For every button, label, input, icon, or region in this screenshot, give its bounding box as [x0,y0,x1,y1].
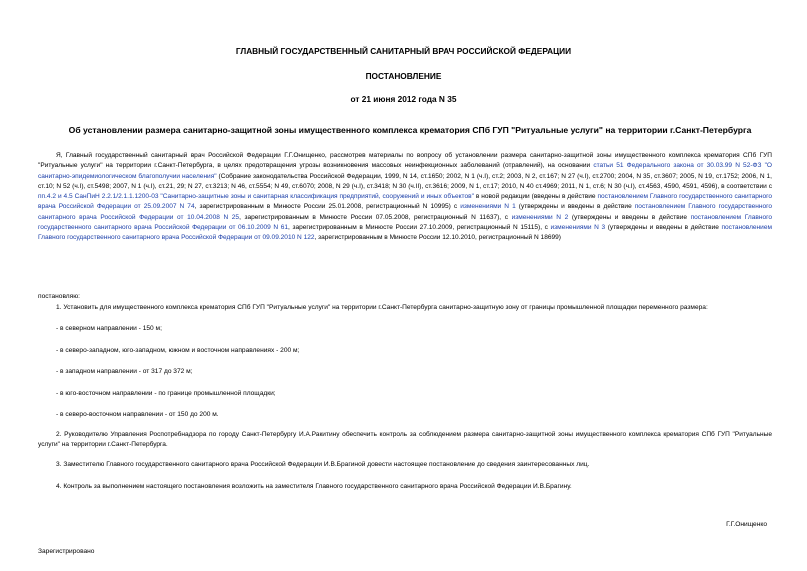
preamble-text-5: (утверждены и введены в действие [515,203,635,211]
authority-heading: ГЛАВНЫЙ ГОСУДАРСТВЕННЫЙ САНИТАРНЫЙ ВРАЧ РОССИЙСКОЙ ФЕДЕРАЦИИ [235,46,572,56]
link-amendment-1[interactable]: изменениями N 1 [460,203,516,211]
preamble-text-1: Я, Главный государственный санитарный врач Российской Федерации Г.Г.Онищенко, рассмотрев материалы по вопросу об установлении размера санитарно-защитной зоны имущественного комплекса крематория СПб ГУП "Ритуальные услуги" на территории г.Санкт-Петербурга, в целях предотвращения угрозы возникновения массовых неинфекционных заболеваний (отравлений), на основании [38,152,772,170]
link-sanpin-2-2-1[interactable]: пп.4.2 и 4.5 СанПиН 2.2.1/2.1.1.1200-03 "Санитарно-защитные зоны и санитарная классификация предприятий, сооружений и иных объектов" [38,193,474,201]
date-number-heading: от 21 июня 2012 года N 35 [350,94,457,104]
link-amendment-2[interactable]: изменениями N 2 [511,213,569,221]
zone-southeast: - в юго-восточном направлении - по границе промышленной площадки; [56,390,276,397]
preamble-text-7: (утверждены и введены в действие [568,213,691,221]
zone-west: - в западном направлении - от 317 до 372 м; [56,368,193,375]
item-1: 1. Установить для имущественного комплекса крематория СПб ГУП "Ритуальные услуги" на территории г.Санкт-Петербурга санитарно-защитную зону от границы промышленной площадки переменного размера: [56,304,708,311]
preamble-text-8: , зарегистрированным в Минюсте России 27.10.2009, регистрационный N 15115), с [288,224,551,232]
document-type-heading: ПОСТАНОВЛЕНИЕ [365,71,442,81]
zone-northeast: - в северо-восточном направлении - от 150 до 200 м. [56,411,219,418]
registered-label: Зарегистрировано [38,548,95,555]
zone-north: - в северном направлении - 150 м; [56,325,162,332]
item-4: 4. Контроль за выполнением настоящего постановления возложить на заместителя Главного государственного санитарного врача Российской Федерации И.В.Брагину. [56,483,572,490]
signature: Г.Г.Онищенко [726,521,767,528]
preamble-text-4: , зарегистрированным в Минюсте России 25.01.2008, регистрационный N 10995) с [194,203,461,211]
zone-nw-sw-s-e: - в северо-западном, юго-западном, южном и восточном направлениях - 200 м; [56,347,300,354]
decree-word: постановляю: [38,293,81,300]
item-3: 3. Заместителю Главного государственного санитарного врача Российской Федерации И.В.Брагиной довести настоящее постановление до сведения заинтересованных лиц. [56,461,590,468]
preamble-text-3: в новой редакции (введены в действие [473,193,598,201]
link-amendment-3[interactable]: изменениями N 3 [550,224,606,232]
link-law-52fz-article-51[interactable]: статьи 51 Федерального закона от 30.03.99 N 52-ФЗ "О санитарно-эпидемиологическом благополучии населения" [38,162,773,180]
link-resolution-122[interactable]: постановлением Главного государственного санитарного врача Российской Федерации от 09.09.2010 N 122 [38,224,772,242]
link-resolution-74[interactable]: постановлением Главного государственного санитарного врача Российской Федерации от 25.09.2007 N 74 [38,193,772,211]
preamble-paragraph [38,151,772,244]
link-resolution-61[interactable]: постановлением Главного государственного санитарного врача Российской Федерации от 06.10.2009 N 61 [38,213,772,232]
link-resolution-25[interactable]: постановлением Главного государственного санитарного врача Российской Федерации от 10.04.2008 N 25 [38,203,772,221]
item-2: 2. Руководителю Управления Роспотребнадзора по городу Санкт-Петербургу И.А.Ракитину обеспечить контроль за соблюдением размера санитарно-защитной зоны имущественного комплекса крематория СПб ГУП "Ритуальные услуги" на территории г.Санкт-Петербурга. [38,431,772,448]
preamble-text-10: , зарегистрированным в Минюсте России 12.10.2010, регистрационный N 18699) [314,234,561,242]
preamble-text-9: (утверждены и введены в действие [605,224,722,232]
preamble-text-2: (Собрание законодательства Российской Федерации, 1999, N 14, ст.1650; 2002, N 1 (ч.I), ст.2; 2003, N 2, ст.167; N 27 (ч.I), ст.2700; 2004, N 35, ст.3607; 2005, N 19, ст.1752; 2006, N 1, ст.10; N 52 (ч.I), ст.5498; 2007, N 1 (ч.I), ст.21, 29; N 27, ст.3213; N 46, ст.5554; N 49, ст.6070; 2008, N 29 (ч.I), ст.3418; N 30 (ч.II), ст.3616; 2009, N 1, ст.17; 2010, N 40 ст.4969; 2011, N 1, ст.6; N 30 (ч.I), ст.4563, 4590, 4591, 4596), в соответствии с [38,172,772,190]
preamble-text-6: , зарегистрированным в Минюсте России 07.05.2008, регистрационный N 11637), с [239,213,512,221]
document-title: Об установлении размера санитарно-защитной зоны имущественного комплекса крематория СПб ГУП "Ритуальные услуги" на территории г.Санкт-Петербурга [68,125,752,135]
